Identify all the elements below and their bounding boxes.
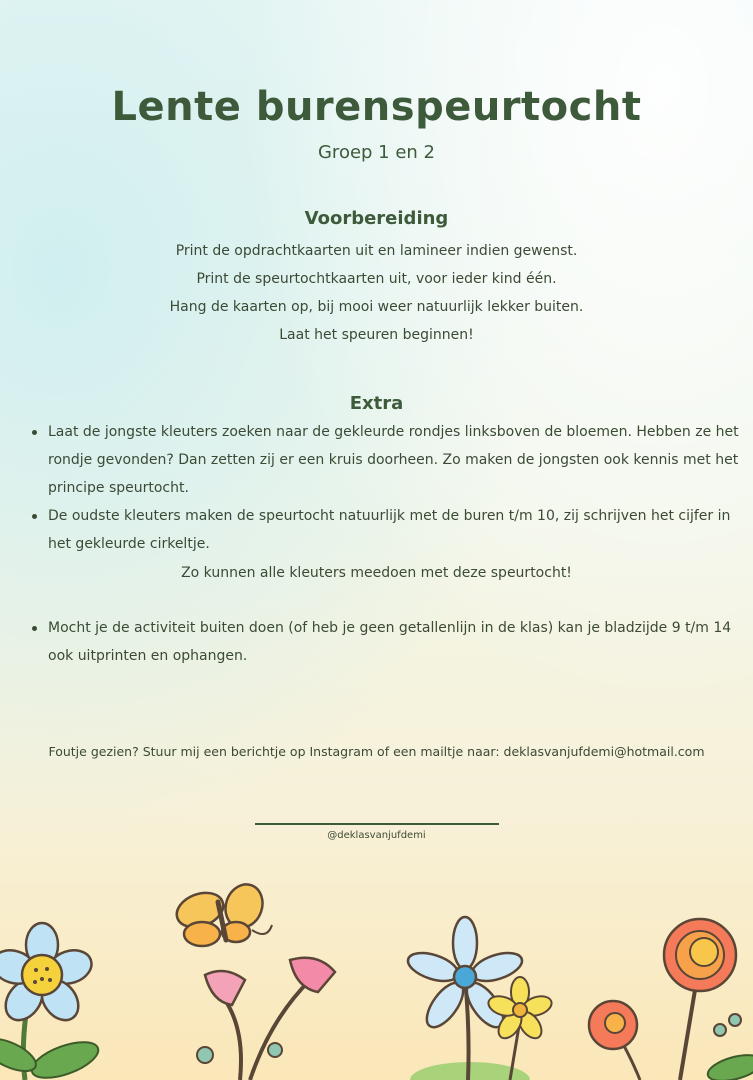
list-item [30,418,742,502]
preparation-line: Print de opdrachtkaarten uit en lamineer indien gewenst. [175,243,578,259]
flower-decoration [0,880,753,1080]
preparation-line: Laat het speuren beginnen! [279,327,474,343]
extra-list-2 [30,614,742,670]
center-note: Zo kunnen alle kleuters meedoen met deze speurtocht! [181,565,572,581]
butterfly-icon [172,880,272,946]
bullet-icon [32,626,37,631]
extra-heading: Extra [349,393,404,414]
bullet-icon [32,430,37,435]
pink-tulip-icon [197,958,335,1080]
orange-flower-icon [589,919,753,1080]
extra-list [30,418,742,558]
preparation-line: Hang de kaarten op, bij mooi weer natuurlijk lekker buiten. [169,299,584,315]
contact-line: Foutje gezien? Stuur mij een berichtje op Instagram of een mailtje naar: deklasvanjufdemi@hotmail.com [48,744,705,759]
bullet-icon [32,514,37,519]
preparation-list [0,237,753,349]
list-item [30,614,742,670]
divider [255,823,499,825]
page-subtitle: Groep 1 en 2 [317,142,436,163]
instagram-handle: @deklasvanjufdemi [327,830,426,841]
preparation-line: Print de speurtochtkaarten uit, voor ieder kind één. [196,271,557,287]
list-item-text: De oudste kleuters maken de speurtocht natuurlijk met de buren t/m 10, zij schrijven het cijfer in het gekleurde cirkeltje. [48,508,731,552]
page-title: Lente burenspeurtocht [111,84,642,130]
list-item [30,502,742,558]
list-item-text: Mocht je de activiteit buiten doen (of heb je geen getallenlijn in de klas) kan je bladzijde 9 t/m 14 ook uitprinten en ophangen. [48,620,732,664]
blue-flower-icon [0,923,103,1080]
preparation-heading: Voorbereiding [304,208,449,229]
list-item-text: Laat de jongste kleuters zoeken naar de gekleurde rondjes linksboven de bloemen. Hebben ze het rondje gevonden? Dan zetten zij er een kruis doorheen. Zo maken de jongsten ook kennis met het principe speurtocht. [48,424,739,496]
